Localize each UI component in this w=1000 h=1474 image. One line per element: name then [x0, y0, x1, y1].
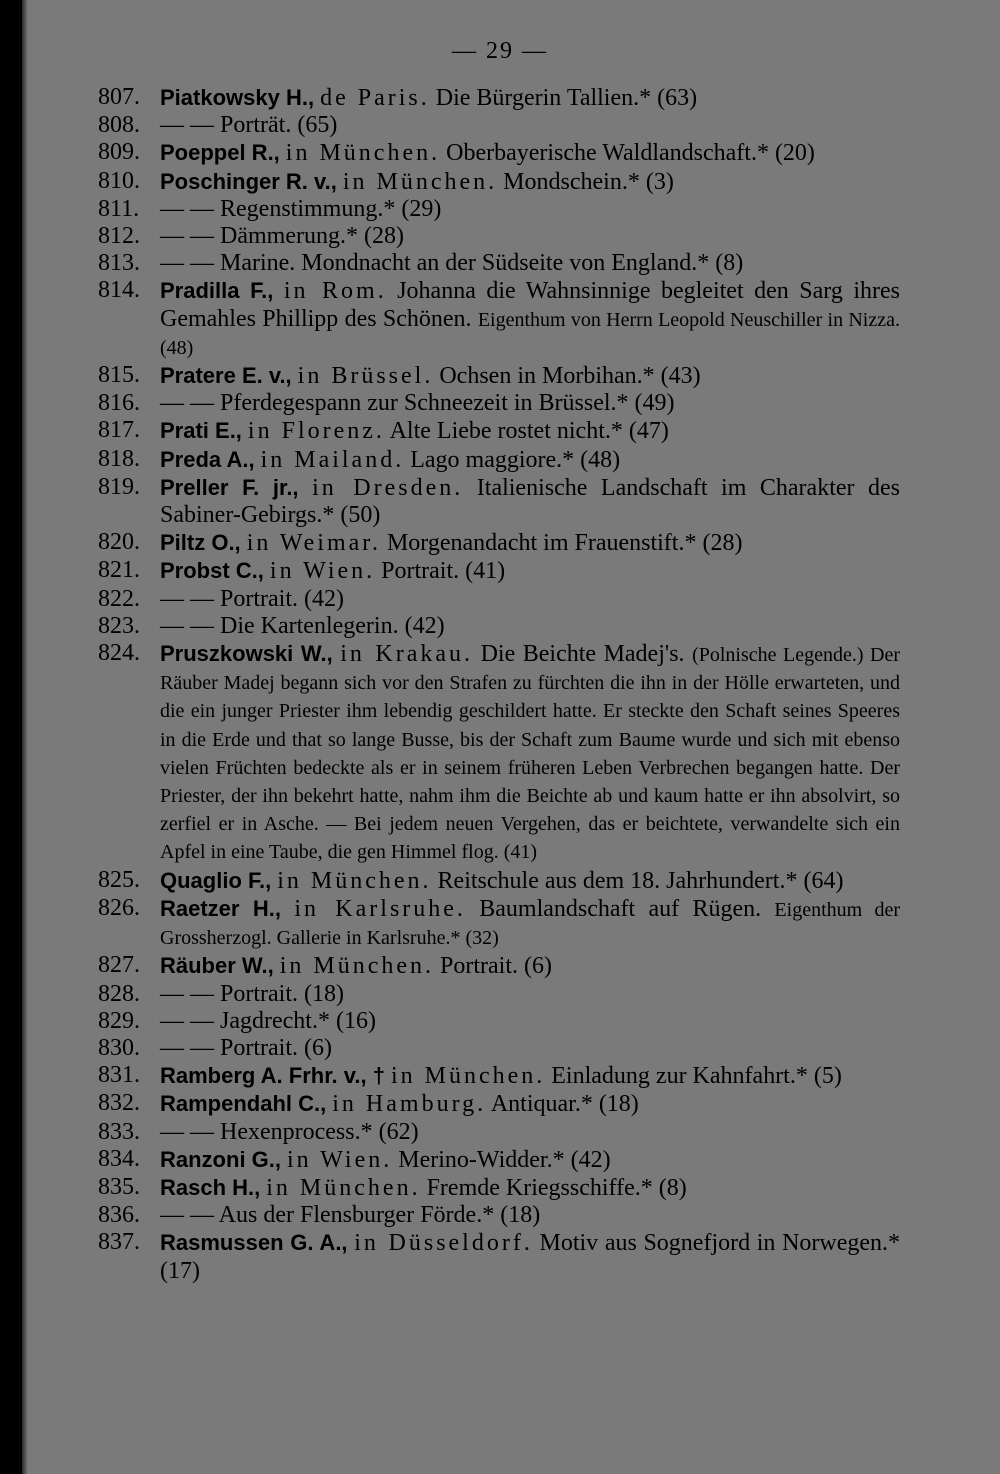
entry-title: Antiquar.* (18): [490, 1091, 639, 1118]
catalog-entry: [98, 84, 900, 112]
catalog-entry: [98, 895, 900, 952]
entry-city: in Wien.: [287, 1146, 393, 1173]
entry-note: (Polnische Legende.) Der Räuber Madej begann sich vor den Strafen zu fürchten die ihn in der Hölle erwarteten, und die ein junger Priester ihm lebendig geschildert hatte. Er steckte den Schaft seines Speeres in die Erde und that so lange Busse, bis der Schaft zum Baume wurde und sich mit ebenso vielen Früchten bedeckte als er in seinem früheren Leben Verbrechen begangen hatte. Der Priester, der ihn bekehrt hatte, nahm ihm die Beichte ab und kaum hatte er ihn absolvirt, so zerfiel er in Asche. — Bei jedem neuen Vergehen, das er beichtete, verwandelte sich ein Apfel in eine Taube, die gen Himmel flog. (41): [160, 644, 901, 864]
entry-title: Italienische Landschaft im Charakter des Sabiner-Gebirgs.* (50): [160, 474, 901, 529]
catalog-entry: [98, 1090, 900, 1118]
entry-number: 836.: [98, 1202, 140, 1229]
entry-city: in Mailand.: [260, 446, 405, 473]
catalog-entry: [98, 613, 900, 640]
entry-title: Motiv aus Sognefjord in Norwegen.* (17): [160, 1230, 901, 1284]
entry-title: — — Portrait. (42): [160, 585, 344, 612]
catalog-entry: [98, 474, 900, 529]
entry-city: in München.: [285, 140, 441, 167]
entry-title: — — Die Kartenlegerin. (42): [160, 612, 445, 639]
catalog-entry: [98, 362, 900, 390]
entry-number: 828.: [98, 980, 140, 1007]
entry-number: 813.: [98, 250, 140, 277]
entry-number: 818.: [98, 445, 140, 472]
entry-title: — — Portrait. (6): [160, 1034, 332, 1061]
entry-number: 829.: [98, 1007, 140, 1034]
entry-artist: Pruszkowski W.,: [160, 641, 333, 667]
entry-title: — — Jagdrecht.* (16): [160, 1007, 376, 1034]
entry-city: in Dresden.: [312, 474, 464, 501]
catalog-entry: [98, 390, 900, 417]
entry-artist: Räuber W.,: [160, 953, 274, 979]
catalog-entry: [98, 557, 900, 585]
entry-number: 808.: [98, 112, 140, 139]
catalog-entry: [98, 981, 900, 1008]
entry-title: Die Beichte Madej's.: [480, 641, 685, 668]
entry-title: Portrait. (41): [381, 558, 506, 585]
entry-number: 811.: [98, 195, 140, 222]
entry-artist: Preller F. jr.,: [160, 474, 299, 500]
entry-city: in München.: [342, 168, 498, 195]
entry-title: Lago maggiore.* (48): [410, 446, 621, 473]
entry-city: in Rom.: [283, 278, 387, 305]
entry-title: Ochsen in Morbihan.* (43): [439, 363, 701, 390]
entry-city: in Wien.: [269, 558, 376, 585]
entry-number: 821.: [98, 557, 140, 584]
entry-title: Reitschule aus dem 18. Jahrhundert.* (64): [437, 867, 844, 894]
catalog-entry: [98, 867, 900, 895]
entry-artist: Piatkowsky H.,: [160, 85, 315, 110]
catalog-entry: [98, 529, 900, 557]
entry-number: 822.: [98, 585, 140, 612]
entry-number: 832.: [98, 1090, 140, 1117]
catalog-entry: [98, 1146, 900, 1174]
entry-artist: Poeppel R.,: [160, 140, 280, 166]
entry-number: 827.: [98, 952, 140, 979]
catalog-entry: [98, 586, 900, 613]
entry-artist: Prati E.,: [160, 418, 242, 444]
entry-number: 833.: [98, 1118, 140, 1145]
entry-city: in München.: [279, 953, 434, 980]
entry-number: 809.: [98, 139, 140, 166]
entry-title: Baumlandschaft auf Rügen.: [479, 895, 762, 922]
entry-city: de Paris.: [320, 85, 430, 111]
entry-title: Die Bürgerin Tallien.* (63): [435, 85, 698, 111]
entry-note: Eigenthum der Grossherzogl. Gallerie in Karlsruhe.* (32): [160, 898, 901, 950]
entry-city: in Hamburg.: [332, 1091, 487, 1118]
catalog-entry: [98, 223, 900, 250]
page-number-header: — 29 —: [452, 38, 548, 64]
entry-number: 814.: [98, 277, 140, 304]
catalog-entry: [98, 1202, 900, 1229]
entry-city: in Düsseldorf.: [354, 1230, 533, 1257]
entry-artist: Raetzer H.,: [160, 895, 282, 921]
catalog-entry: [98, 168, 900, 196]
entry-artist: Probst C.,: [160, 558, 264, 584]
entry-number: 825.: [98, 866, 140, 893]
catalog-entry: [98, 196, 900, 223]
catalog-entry: [98, 1035, 900, 1062]
entry-number: 807.: [98, 84, 140, 110]
entry-number: 831.: [98, 1062, 140, 1089]
entry-number: 824.: [98, 640, 140, 667]
entry-title: Alte Liebe rostet nicht.* (47): [389, 418, 669, 445]
entry-title: Morgenandacht im Frauenstift.* (28): [386, 530, 743, 557]
entry-artist: Poschinger R. v.,: [160, 168, 337, 194]
entry-number: 835.: [98, 1173, 140, 1200]
entry-city: in Krakau.: [340, 641, 474, 668]
page-binding-edge: [0, 0, 22, 1474]
entry-city: in Weimar.: [246, 530, 381, 557]
entry-artist: Piltz O.,: [160, 530, 241, 556]
catalog-entry: [98, 250, 900, 277]
entry-artist: Rasmussen G. A.,: [160, 1230, 348, 1256]
entry-artist: Ramberg A. Frhr. v., †: [160, 1063, 385, 1089]
entry-artist: Pradilla F.,: [160, 278, 274, 304]
entry-title: Mondschein.* (3): [503, 168, 674, 195]
entry-title: — — Portrait. (18): [160, 980, 344, 1007]
entry-title: Einladung zur Kahnfahrt.* (5): [551, 1063, 842, 1090]
catalog-entry: [98, 640, 900, 867]
entry-number: 815.: [98, 362, 140, 389]
catalog-entry: [98, 1174, 900, 1202]
entry-artist: Rampendahl C.,: [160, 1091, 327, 1117]
entry-number: 823.: [98, 612, 140, 639]
entry-title: Portrait. (6): [440, 953, 552, 980]
entry-note: Eigenthum von Herrn Leopold Neuschiller in Nizza. (48): [160, 308, 900, 359]
catalog-entry: [98, 139, 900, 167]
catalog-entry: [98, 1119, 900, 1146]
entry-city: in Florenz.: [247, 418, 385, 445]
entry-artist: Quaglio F.,: [160, 867, 272, 893]
catalog-entry: [98, 417, 900, 445]
catalog-entry: [98, 112, 900, 139]
entry-number: 810.: [98, 167, 140, 194]
entry-artist: Preda A.,: [160, 446, 255, 472]
entry-number: 817.: [98, 417, 140, 444]
catalog-entry: [98, 446, 900, 474]
entry-title: Fremde Kriegsschiffe.* (8): [426, 1174, 687, 1201]
catalog-entries-list: [98, 84, 900, 1285]
entry-number: 834.: [98, 1145, 140, 1172]
catalog-entry: [98, 1008, 900, 1035]
entry-number: 830.: [98, 1034, 140, 1061]
entry-number: 819.: [98, 473, 140, 500]
entry-title: — — Porträt. (65): [160, 112, 338, 139]
entry-city: in München.: [390, 1063, 546, 1090]
entry-number: 826.: [98, 894, 140, 921]
entry-title: — — Pferdegespann zur Schneezeit in Brüssel.* (49): [160, 390, 675, 417]
entry-city: in Karlsruhe.: [294, 895, 466, 922]
entry-title: — — Regenstimmung.* (29): [160, 195, 442, 222]
entry-number: 816.: [98, 390, 140, 417]
catalog-entry: [98, 1062, 900, 1090]
entry-title: — — Aus der Flensburger Förde.* (18): [160, 1202, 541, 1229]
entry-city: in München.: [277, 867, 432, 894]
entry-title: — — Marine. Mondnacht an der Südseite von England.* (8): [160, 250, 744, 277]
entry-artist: Rasch H.,: [160, 1174, 261, 1200]
catalog-entry: [98, 277, 900, 362]
entry-title: Johanna die Wahnsinnige begleitet den Sarg ihres Gemahles Phillipp des Schönen.: [160, 278, 901, 332]
entry-title: Oberbayerische Waldlandschaft.* (20): [446, 140, 815, 167]
entry-title: — — Hexenprocess.* (62): [160, 1118, 419, 1145]
entry-number: 837.: [98, 1229, 140, 1256]
entry-city: in München.: [266, 1174, 421, 1201]
catalog-entry: [98, 952, 900, 980]
catalog-entry: [98, 1229, 900, 1284]
entry-title: Merino-Widder.* (42): [398, 1146, 611, 1173]
entry-artist: Pratere E. v.,: [160, 363, 292, 389]
entry-number: 820.: [98, 529, 140, 556]
entry-artist: Ranzoni G.,: [160, 1146, 281, 1172]
entry-title: — — Dämmerung.* (28): [160, 223, 404, 250]
entry-number: 812.: [98, 223, 140, 250]
entry-city: in Brüssel.: [297, 363, 434, 390]
